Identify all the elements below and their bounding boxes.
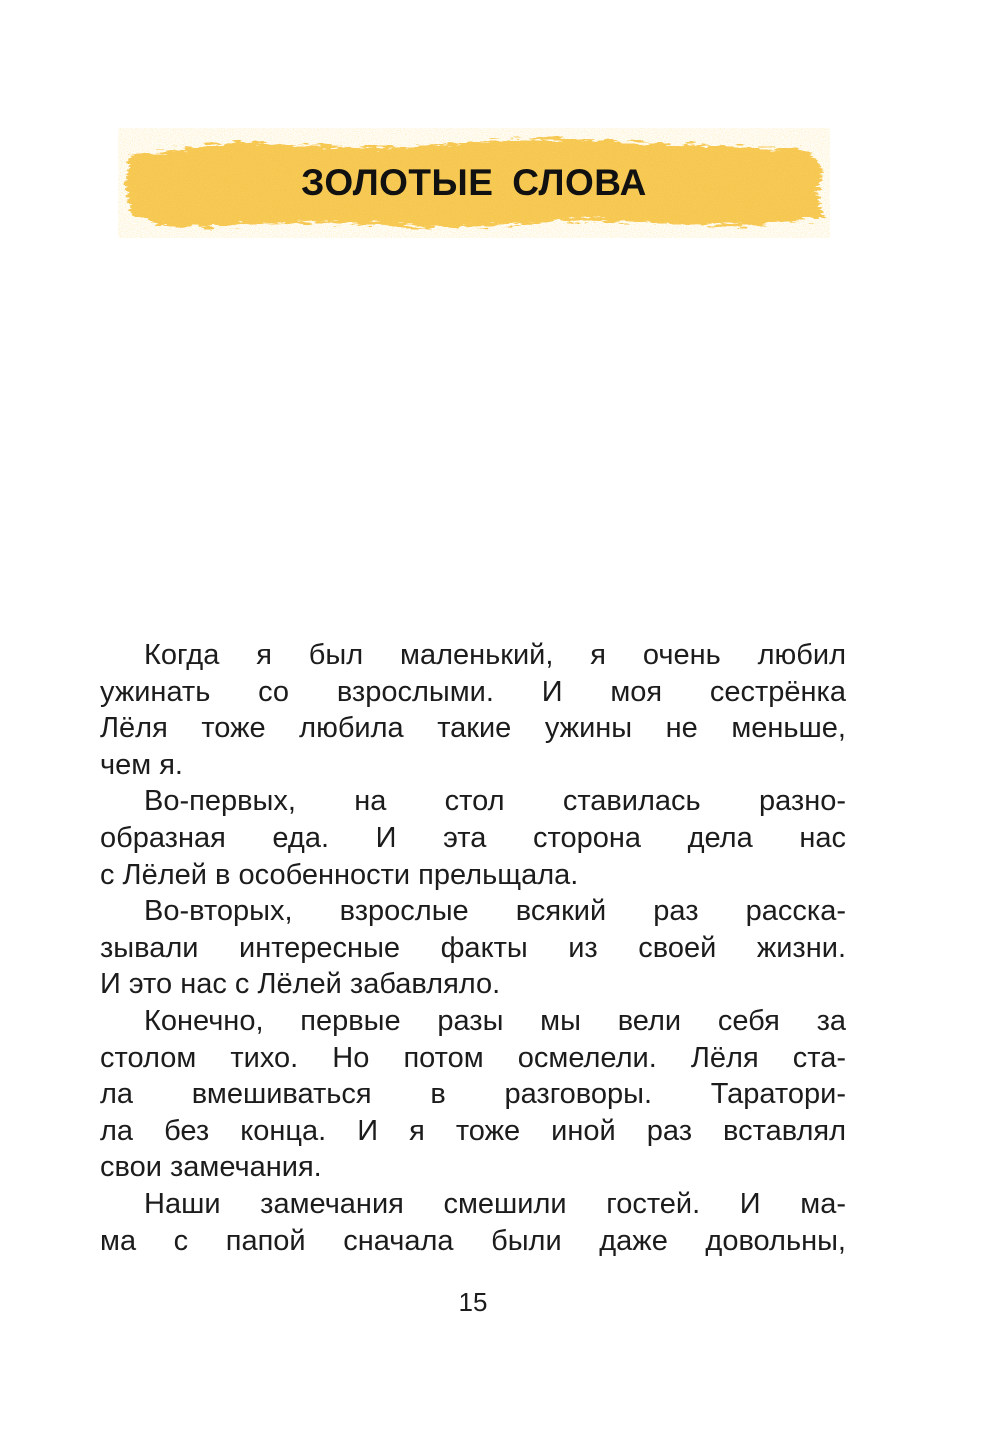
text-line: Лёля тоже любила такие ужины не меньше, [100, 712, 846, 745]
text-line: столом тихо. Но потом осмелели. Лёля ста- [100, 1041, 846, 1074]
title-banner [118, 128, 830, 238]
story-text [100, 637, 846, 1259]
text-line: с Лёлей в особенности прельщала. [100, 858, 579, 891]
text-line: зывали интересные факты из своей жизни. [100, 931, 846, 964]
text-line: И это нас с Лёлей забавляло. [100, 968, 501, 1001]
text-line: Конечно, первые разы мы вели себя за [144, 1004, 846, 1037]
text-line: Во-первых, на стол ставилась разно- [144, 785, 846, 818]
text-line: ла вмешиваться в разговоры. Таратори- [100, 1078, 846, 1111]
text-line: ужинать со взрослыми. И моя сестрёнка [100, 675, 846, 708]
text-line: ма с папой сначала были даже довольны, [100, 1224, 846, 1257]
text-line: свои замечания. [100, 1151, 322, 1184]
text-line: Во-вторых, взрослые всякий раз расска- [144, 895, 846, 928]
page-number: 15 [458, 1287, 488, 1317]
text-line: Наши замечания смешили гостей. И ма- [144, 1187, 846, 1220]
text-line: образная еда. И эта сторона дела нас [100, 821, 846, 854]
text-line: Когда я был маленький, я очень любил [144, 639, 846, 671]
chapter-title: ЗОЛОТЫЕ СЛОВА [301, 162, 647, 203]
text-line: ла без конца. И я тоже иной раз вставлял [100, 1114, 846, 1147]
text-line: чем я. [100, 748, 183, 781]
